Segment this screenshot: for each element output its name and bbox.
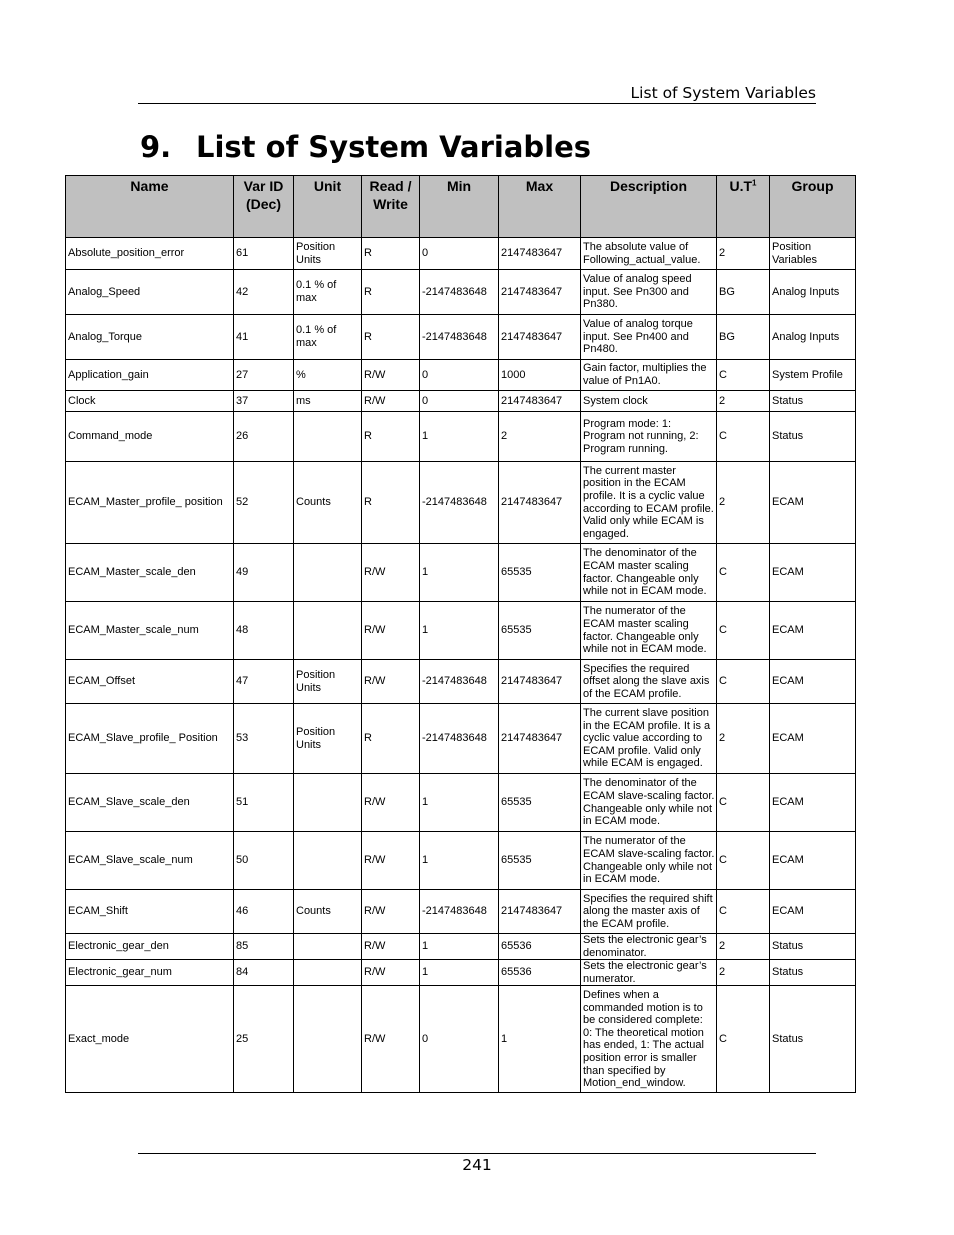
cell-group: Position Variables	[770, 238, 856, 270]
cell-max: 2147483647	[499, 660, 581, 704]
cell-max: 65535	[499, 832, 581, 890]
system-variables-table	[65, 175, 856, 1093]
cell-unit: Position Units	[294, 660, 362, 704]
table-row	[66, 544, 856, 602]
cell-read-write: R	[362, 412, 420, 462]
cell-min: 0	[420, 360, 499, 391]
cell-read-write: R/W	[362, 986, 420, 1093]
col-header-ut	[717, 176, 770, 238]
cell-description: Defines when a commanded motion is to be considered complete: 0: The theoretical motion has ended, 1: The actual position error is smaller than specified by Motion_end_window.	[581, 986, 717, 1093]
cell-read-write: R	[362, 462, 420, 544]
cell-min: -2147483648	[420, 462, 499, 544]
cell-ut: BG	[717, 315, 770, 360]
cell-min: -2147483648	[420, 704, 499, 774]
cell-unit	[294, 960, 362, 986]
cell-read-write: R	[362, 270, 420, 315]
cell-ut: 2	[717, 934, 770, 960]
ut-footnote-mark: 1	[752, 178, 757, 188]
cell-ut: 2	[717, 462, 770, 544]
cell-unit	[294, 934, 362, 960]
section-title: List of System Variables	[196, 130, 592, 164]
cell-max: 2147483647	[499, 238, 581, 270]
cell-description: Specifies the required shift along the master axis of the ECAM profile.	[581, 890, 717, 934]
cell-unit: %	[294, 360, 362, 391]
cell-unit	[294, 986, 362, 1093]
cell-read-write: R	[362, 238, 420, 270]
cell-ut: BG	[717, 270, 770, 315]
header-rule	[138, 103, 816, 104]
cell-name: ECAM_Slave_scale_den	[66, 774, 234, 832]
cell-read-write: R	[362, 315, 420, 360]
cell-group: Analog Inputs	[770, 270, 856, 315]
cell-ut: C	[717, 986, 770, 1093]
cell-group: Analog Inputs	[770, 315, 856, 360]
cell-max: 2147483647	[499, 890, 581, 934]
cell-unit	[294, 774, 362, 832]
cell-name: Electronic_gear_num	[66, 960, 234, 986]
cell-min: -2147483648	[420, 270, 499, 315]
cell-description: System clock	[581, 391, 717, 412]
cell-name: ECAM_Slave_profile_ Position	[66, 704, 234, 774]
cell-description: Sets the electronic gear’s numerator.	[581, 960, 717, 986]
col-header-name: Name	[66, 176, 234, 238]
cell-group: Status	[770, 934, 856, 960]
cell-read-write: R/W	[362, 934, 420, 960]
cell-unit: Position Units	[294, 704, 362, 774]
cell-min: 1	[420, 412, 499, 462]
cell-var-id: 49	[234, 544, 294, 602]
cell-group: Status	[770, 412, 856, 462]
cell-min: -2147483648	[420, 315, 499, 360]
cell-name: ECAM_Master_scale_den	[66, 544, 234, 602]
section-number: 9.	[140, 130, 172, 164]
cell-description: The denominator of the ECAM slave-scaling factor. Changeable only while not in ECAM mode.	[581, 774, 717, 832]
cell-ut: 2	[717, 391, 770, 412]
cell-min: 1	[420, 934, 499, 960]
cell-max: 2147483647	[499, 391, 581, 412]
cell-max: 65535	[499, 544, 581, 602]
cell-name: Application_gain	[66, 360, 234, 391]
cell-var-id: 46	[234, 890, 294, 934]
cell-unit: Position Units	[294, 238, 362, 270]
cell-description: The current master position in the ECAM profile. It is a cyclic value according to ECAM profile. Valid only while ECAM is engaged.	[581, 462, 717, 544]
cell-read-write: R/W	[362, 660, 420, 704]
cell-name: Analog_Torque	[66, 315, 234, 360]
cell-ut: C	[717, 360, 770, 391]
col-header-unit: Unit	[294, 176, 362, 238]
cell-description: The current slave position in the ECAM profile. It is a cyclic value according to ECAM profile. Valid only while ECAM is engaged.	[581, 704, 717, 774]
cell-read-write: R/W	[362, 544, 420, 602]
cell-name: Absolute_position_error	[66, 238, 234, 270]
cell-read-write: R/W	[362, 360, 420, 391]
cell-group: ECAM	[770, 890, 856, 934]
table-row	[66, 315, 856, 360]
cell-var-id: 25	[234, 986, 294, 1093]
cell-read-write: R/W	[362, 890, 420, 934]
cell-unit: Counts	[294, 462, 362, 544]
cell-group: ECAM	[770, 704, 856, 774]
cell-min: 0	[420, 986, 499, 1093]
cell-description: Sets the electronic gear’s denominator.	[581, 934, 717, 960]
cell-min: 1	[420, 960, 499, 986]
page-number: 241	[462, 1156, 492, 1174]
cell-name: ECAM_Offset	[66, 660, 234, 704]
cell-group: ECAM	[770, 544, 856, 602]
cell-read-write: R/W	[362, 602, 420, 660]
cell-var-id: 53	[234, 704, 294, 774]
cell-var-id: 26	[234, 412, 294, 462]
cell-name: Clock	[66, 391, 234, 412]
cell-unit	[294, 412, 362, 462]
cell-unit: 0.1 % of max	[294, 270, 362, 315]
cell-max: 2	[499, 412, 581, 462]
cell-name: Command_mode	[66, 412, 234, 462]
cell-unit	[294, 544, 362, 602]
table-row	[66, 934, 856, 960]
cell-max: 2147483647	[499, 462, 581, 544]
table-row	[66, 832, 856, 890]
cell-description: The absolute value of Following_actual_value.	[581, 238, 717, 270]
cell-max: 65535	[499, 602, 581, 660]
cell-description: Value of analog speed input. See Pn300 and Pn380.	[581, 270, 717, 315]
cell-ut: C	[717, 832, 770, 890]
col-header-group: Group	[770, 176, 856, 238]
cell-min: -2147483648	[420, 660, 499, 704]
cell-group: Status	[770, 960, 856, 986]
col-header-description: Description	[581, 176, 717, 238]
cell-var-id: 84	[234, 960, 294, 986]
cell-name: ECAM_Shift	[66, 890, 234, 934]
cell-description: Program mode: 1: Program not running, 2: Program running.	[581, 412, 717, 462]
cell-read-write: R/W	[362, 960, 420, 986]
cell-max: 65536	[499, 934, 581, 960]
cell-description: The denominator of the ECAM master scaling factor. Changeable only while not in ECAM mode.	[581, 544, 717, 602]
cell-max: 2147483647	[499, 270, 581, 315]
table-row	[66, 660, 856, 704]
table-row	[66, 270, 856, 315]
cell-min: -2147483648	[420, 890, 499, 934]
table-row	[66, 360, 856, 391]
cell-var-id: 85	[234, 934, 294, 960]
cell-var-id: 48	[234, 602, 294, 660]
cell-ut: C	[717, 890, 770, 934]
cell-unit	[294, 602, 362, 660]
cell-max: 65536	[499, 960, 581, 986]
cell-read-write: R/W	[362, 391, 420, 412]
cell-name: ECAM_Slave_scale_num	[66, 832, 234, 890]
table-row	[66, 960, 856, 986]
table-row	[66, 391, 856, 412]
cell-group: System Profile	[770, 360, 856, 391]
col-header-read-write: Read / Write	[362, 176, 420, 238]
table-row	[66, 462, 856, 544]
cell-description: Specifies the required offset along the slave axis of the ECAM profile.	[581, 660, 717, 704]
cell-group: ECAM	[770, 660, 856, 704]
running-header: List of System Variables	[630, 84, 816, 102]
cell-group: Status	[770, 986, 856, 1093]
cell-var-id: 27	[234, 360, 294, 391]
table-row	[66, 890, 856, 934]
cell-min: 0	[420, 391, 499, 412]
cell-name: Electronic_gear_den	[66, 934, 234, 960]
ut-label: U.T	[729, 178, 753, 194]
cell-unit: 0.1 % of max	[294, 315, 362, 360]
cell-read-write: R/W	[362, 832, 420, 890]
footer-rule	[138, 1153, 816, 1154]
col-header-max: Max	[499, 176, 581, 238]
cell-ut: C	[717, 660, 770, 704]
cell-var-id: 50	[234, 832, 294, 890]
cell-min: 1	[420, 832, 499, 890]
col-header-var-id: Var ID (Dec)	[234, 176, 294, 238]
cell-description: Gain factor, multiplies the value of Pn1A0.	[581, 360, 717, 391]
cell-max: 1	[499, 986, 581, 1093]
cell-ut: 2	[717, 704, 770, 774]
cell-ut: C	[717, 412, 770, 462]
cell-ut: C	[717, 774, 770, 832]
cell-description: Value of analog torque input. See Pn400 and Pn480.	[581, 315, 717, 360]
cell-var-id: 42	[234, 270, 294, 315]
cell-min: 1	[420, 544, 499, 602]
cell-unit: ms	[294, 391, 362, 412]
cell-ut: 2	[717, 238, 770, 270]
cell-var-id: 52	[234, 462, 294, 544]
cell-min: 0	[420, 238, 499, 270]
cell-var-id: 51	[234, 774, 294, 832]
cell-group: ECAM	[770, 462, 856, 544]
cell-description: The numerator of the ECAM master scaling factor. Changeable only while not in ECAM mode.	[581, 602, 717, 660]
cell-description: The numerator of the ECAM slave-scaling factor. Changeable only while not in ECAM mode.	[581, 832, 717, 890]
cell-ut: C	[717, 544, 770, 602]
table-row	[66, 602, 856, 660]
cell-unit	[294, 832, 362, 890]
cell-group: ECAM	[770, 602, 856, 660]
cell-ut: C	[717, 602, 770, 660]
page-title	[140, 130, 591, 164]
cell-min: 1	[420, 774, 499, 832]
table-row	[66, 774, 856, 832]
cell-name: ECAM_Master_scale_num	[66, 602, 234, 660]
table-row	[66, 704, 856, 774]
table-row	[66, 238, 856, 270]
cell-name: ECAM_Master_profile_ position	[66, 462, 234, 544]
cell-unit: Counts	[294, 890, 362, 934]
cell-min: 1	[420, 602, 499, 660]
cell-read-write: R/W	[362, 774, 420, 832]
col-header-min: Min	[420, 176, 499, 238]
table-row	[66, 412, 856, 462]
cell-name: Analog_Speed	[66, 270, 234, 315]
cell-max: 2147483647	[499, 315, 581, 360]
cell-read-write: R	[362, 704, 420, 774]
table-header-row	[66, 176, 856, 238]
cell-var-id: 41	[234, 315, 294, 360]
cell-max: 1000	[499, 360, 581, 391]
cell-max: 65535	[499, 774, 581, 832]
cell-group: Status	[770, 391, 856, 412]
cell-var-id: 37	[234, 391, 294, 412]
cell-var-id: 61	[234, 238, 294, 270]
cell-var-id: 47	[234, 660, 294, 704]
cell-ut: 2	[717, 960, 770, 986]
cell-group: ECAM	[770, 774, 856, 832]
table-row	[66, 986, 856, 1093]
cell-name: Exact_mode	[66, 986, 234, 1093]
cell-max: 2147483647	[499, 704, 581, 774]
cell-group: ECAM	[770, 832, 856, 890]
